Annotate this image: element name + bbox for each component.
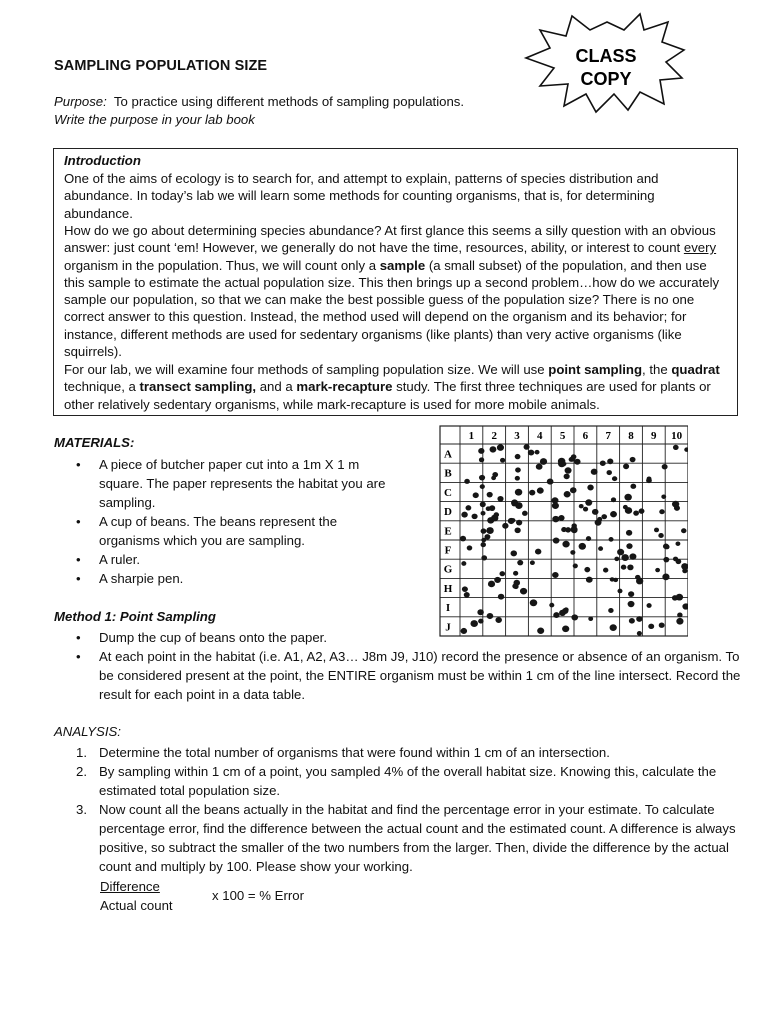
material-text: A sharpie pen. [99,571,184,586]
analysis-list [54,743,744,876]
bean-dot [607,470,612,475]
bean-dot [494,577,501,583]
bean-dot [553,537,560,543]
grid-row-label: H [443,582,453,595]
intro-paragraph-1: One of the aims of ecology is to search for, and attempt to explain, patterns of species distribution and abundance. In today’s lab we will learn some methods for counting organisms, that is, for determining abundance. [64,171,659,221]
bullet-icon: • [76,552,81,567]
bean-dot [621,554,629,561]
bean-dot [513,580,520,586]
bean-dot [610,511,617,517]
bean-dot [549,603,554,608]
bean-dot [621,565,627,570]
formula-numerator: Difference [100,879,160,894]
grid-col-label: 4 [537,430,543,442]
bean-dot [535,450,540,455]
list-item [54,647,744,704]
bean-dot [617,549,624,556]
bean-dot [540,458,547,465]
bean-dot [569,457,574,462]
bean-dot [552,572,559,578]
bean-dot [467,545,473,550]
bean-dot [682,568,687,573]
bean-dot [552,502,559,509]
bean-dot [588,617,593,621]
intro-p3-b: , the [642,362,672,377]
bean-dot [460,536,466,542]
bean-dot [464,592,470,598]
bean-dot [565,467,572,473]
bean-dot [565,527,571,532]
bean-dot [584,567,590,572]
bean-dot [478,448,484,454]
bean-dot [574,459,580,465]
bean-dot [681,528,686,533]
bean-dot [663,557,669,562]
bean-dot [597,517,602,522]
bean-dot [628,601,635,607]
introduction-box [53,148,738,416]
formula-denominator: Actual count [100,898,173,913]
bean-dot [495,617,502,623]
bean-dot [515,476,520,481]
bean-dot [603,568,608,573]
list-item [54,628,744,647]
grid-row-label: A [444,448,452,461]
bean-dot [664,544,669,549]
list-number: 1. [76,745,87,760]
grid-row-label: D [444,506,452,519]
bean-dot [646,478,652,483]
bean-dot [515,467,521,472]
bean-dot [461,561,466,566]
bean-dot [528,450,534,456]
bean-dot [564,607,569,612]
grid-col-label: 2 [491,430,497,442]
grid-row-label: G [443,563,453,576]
bean-dot [499,571,505,576]
bean-dot [564,491,571,497]
intro-p3-d: and a [256,379,297,395]
material-text: A piece of butcher paper cut into a 1m X 1 m square. The paper represents the habitat you are sampling. [99,457,386,510]
introduction-heading: Introduction [64,153,141,168]
intro-p3-quadrat: quadrat [671,362,720,377]
bean-dot [511,518,516,522]
bean-dot [662,574,669,581]
grid-col-label: 3 [514,430,520,442]
material-text: A ruler. [99,552,141,567]
purpose-line [54,94,464,109]
bean-dot [511,550,518,556]
grid-col-label: 7 [605,430,611,442]
bean-dot [515,489,522,496]
bean-dot [522,511,528,516]
intro-paragraph-3 [64,361,726,413]
purpose-label: Purpose: [54,94,107,109]
purpose-instruction: Write the purpose in your lab book [54,112,255,127]
formula-rest: x 100 = % Error [212,888,304,903]
bean-dot [629,553,636,559]
bean-dot [494,512,500,517]
bean-dot [611,497,616,502]
grid-row-label: E [444,525,452,538]
bean-dot [524,444,530,450]
habitat-grid-figure [438,424,688,638]
intro-p3-point: point sampling [548,362,643,377]
bean-dot [500,458,505,463]
bean-dot [676,618,683,625]
bean-dot [520,588,527,595]
materials-list [54,455,394,588]
bean-dot [598,546,603,551]
bean-dot [477,609,483,615]
bean-dot [614,557,619,562]
bean-dot [535,549,541,555]
bean-dot [628,591,634,597]
bean-dot [617,589,622,594]
bean-dot [646,603,651,608]
bean-dot [573,564,578,569]
bean-dot [479,457,484,462]
grid-row-label: C [444,486,452,499]
bean-dot [601,514,607,519]
grid-col-label: 6 [582,430,589,442]
bean-dot [655,568,660,572]
bean-dot [571,614,578,620]
list-item [54,569,394,588]
bean-dot [492,472,498,477]
intro-p3-e: study. The first three techniques are used for plants or other relatively sedentary organisms, while mark-recapture is used for more mobile animals. [64,379,711,412]
grid-col-label: 5 [559,430,566,442]
stamp-line-1: CLASS [575,46,637,66]
grid-row-label: I [445,602,451,615]
bean-dot [579,543,586,550]
intro-p2-every: every [683,240,717,256]
list-item [54,512,394,550]
bean-dot [472,514,478,520]
bullet-icon: • [76,630,81,645]
grid-col-label: 9 [651,430,657,442]
bullet-icon: • [76,571,81,586]
list-item [54,743,744,762]
bean-dot [586,536,591,541]
bean-dot [661,494,666,498]
bean-dot [587,485,593,491]
method1-text: At each point in the habitat (i.e. A1, A2, A3… J8m J9, J10) record the presence or absence of an organism. To be considered present at the point, the ENTIRE organism must be within 1 cm of the line intersect. Record the result for each point in a data table. [99,649,741,702]
bean-dot [570,487,577,493]
bean-dot [487,492,493,498]
bean-dot [558,515,564,521]
bean-dot [609,537,614,542]
bean-dot [610,577,615,581]
bean-dot [673,557,678,562]
bean-dot [490,446,497,452]
bean-dot [583,507,588,512]
method1-heading: Method 1: Point Sampling [54,609,216,624]
grid-col-label: 10 [671,430,683,442]
bean-dot [623,464,629,470]
bean-dot [530,599,538,606]
bean-dot [547,479,554,485]
bean-dot [684,447,688,451]
intro-p2-b: organism in the population. Thus, we will count only a [64,257,380,273]
bean-dot [672,501,679,508]
bean-dot [571,527,577,533]
class-copy-stamp [522,8,692,118]
bean-dot [659,509,664,514]
grid-row-label: B [444,467,452,480]
intro-paragraph-2 [64,222,726,360]
bean-dot [517,560,523,566]
analysis-heading: ANALYSIS: [54,724,121,739]
bean-dot [515,454,521,459]
bean-dot [498,594,504,600]
bean-dot [481,538,486,542]
bean-dot [654,528,659,533]
bean-dot [497,444,504,451]
bean-dot [627,564,633,570]
bean-dot [480,484,485,489]
list-number: 2. [76,764,87,779]
bean-dot [479,475,485,481]
bean-dot [529,490,535,496]
grid-col-label: 1 [468,430,475,442]
bean-dot [607,459,613,465]
bean-dot [487,613,494,619]
bean-dot [676,594,683,601]
bean-dot [623,505,628,509]
bean-dot [470,620,478,627]
intro-p2-c: (a small subset) of the population, and then use this sample to estimate the actual population size. This then brings up a second problem…how do we accurately sample our population, so that we can make the best possible guess of the population size? There is no one correct answer to this question. Instead, the method used will depend on the organism and its behavior; for instance, different methods are used for sedentary organisms (like plants) than very active organisms (like squirrels). [64,257,720,360]
bean-dot [530,560,535,565]
bean-dot [586,577,593,583]
bean-dot [516,520,522,526]
bean-dot [536,464,543,470]
bean-dot [639,508,645,513]
bean-dot [465,505,471,510]
bean-dot [658,533,663,538]
bullet-icon: • [76,514,81,529]
bean-dot [636,616,642,622]
bean-dot [579,504,584,508]
bean-dot [626,543,632,549]
bean-dot [662,464,668,469]
bean-dot [673,445,679,450]
bean-dot [473,492,479,498]
bean-dot [489,505,495,511]
intro-p3-transect: transect sampling, [139,379,257,395]
bean-dot [624,494,631,501]
list-item [54,550,394,569]
grid-row-label: F [444,544,452,557]
bean-dot [481,542,486,547]
purpose-text: To practice using different methods of sampling populations. [113,94,465,109]
stamp-line-2: COPY [580,69,632,89]
bean-dot [630,457,636,462]
bean-dot [461,512,467,518]
analysis-text: By sampling within 1 cm of a point, you sampled 4% of the overall habitat size. Knowing this, calculate the estimated total population size. [99,764,717,798]
bean-dot [478,619,483,624]
bean-dot [682,603,688,609]
intro-p2-a: How do we go about determining species abundance? At first glance this seems a silly question with an obvious answer: just count ‘em! However, we generally do not have the time, resources, ability, or interest to count [64,223,716,256]
bean-dot [513,571,518,576]
material-text: A cup of beans. The beans represent the organisms which you are sampling. [99,514,338,548]
method1-text: Dump the cup of beans onto the paper. [99,630,328,645]
bullet-icon: • [76,457,81,472]
bean-dot [515,527,521,533]
bean-dot [481,555,487,560]
bean-dot [502,523,508,529]
bean-dot [480,502,486,508]
bean-dot [488,581,495,588]
intro-p3-c: technique, a [64,379,140,395]
bean-dot [553,612,559,618]
grid-row-label: J [445,621,451,634]
bean-dot [633,510,639,515]
materials-heading: MATERIALS: [54,435,135,450]
bean-dot [486,527,493,534]
bean-dot [562,541,569,548]
bullet-icon: • [76,649,81,664]
list-item [54,800,744,876]
intro-p2-sample: sample [379,257,426,273]
bean-dot [564,474,570,480]
bean-dot [677,612,682,617]
method1-list [54,628,744,704]
bean-dot [608,608,613,613]
bean-dot [537,487,544,493]
bean-dot [497,496,503,502]
bean-dot [626,530,632,536]
bean-dot [592,509,599,515]
bean-dot [570,550,575,555]
bean-dot [515,502,522,509]
intro-p3-a: For our lab, we will examine four methods of sampling population size. We will use [64,362,549,377]
list-number: 3. [76,802,87,817]
bean-dot [585,499,592,506]
bean-dot [481,511,486,516]
intro-p3-mark: mark-recapture [296,379,393,395]
list-item [54,762,744,800]
bean-dot [612,476,617,481]
bean-dot [636,578,643,585]
bean-dot [558,458,566,465]
bean-dot [464,479,470,484]
bean-dot [481,528,487,533]
bean-dot [629,618,635,624]
bean-dot [591,469,598,475]
list-item [54,455,394,512]
bean-dot [675,541,680,546]
bean-dot [462,586,468,592]
page-title: SAMPLING POPULATION SIZE [54,58,268,74]
bean-dot [600,461,606,466]
bean-dot [630,484,636,489]
analysis-text: Now count all the beans actually in the habitat and find the percentage error in your estimate. To calculate percentage error, find the difference between the actual count and the estimated count. A difference is always positive, so subtract the smaller of the two numbers from the larger. Then, divide the difference by the actual count and multiply by 100. Please show your working. [99,802,736,874]
grid-col-label: 8 [628,430,634,442]
analysis-text: Determine the total number of organisms that were found within 1 cm of an intersection. [99,745,610,760]
bean-dot [552,516,559,522]
